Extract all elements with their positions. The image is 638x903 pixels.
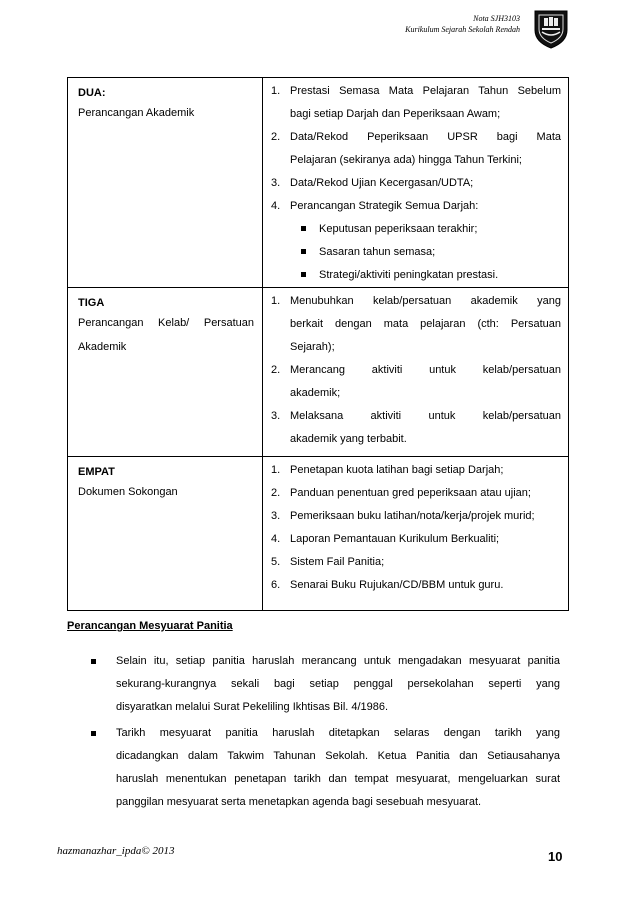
planning-table bbox=[67, 77, 569, 611]
row-title: DUA: bbox=[78, 87, 106, 99]
row-subtitle: Dokumen Sokongan bbox=[78, 486, 178, 498]
paragraph-line: disyaratkan melalui Surat Pekeliling Ikhtisas Bil. 4/1986. bbox=[116, 701, 389, 713]
footer-author: hazmanazhar_ipda© 2013 bbox=[57, 845, 175, 857]
row-subtitle: Akademik bbox=[78, 340, 127, 353]
paragraph-line: Selain itu, setiap panitia haruslah merancang untuk mengadakan mesyuarat panitia bbox=[116, 655, 560, 667]
page-header bbox=[405, 13, 520, 35]
list-item: 3. Data/Rekod Ujian Kecergasan/UDTA; bbox=[271, 177, 474, 189]
list-item: 2. Merancang aktiviti untuk kelab/persatuan akademik; bbox=[271, 364, 561, 399]
table-row bbox=[68, 78, 569, 288]
paragraph-line: Tarikh mesyuarat panitia haruslah ditetapkan selaras dengan tarikh yang bbox=[116, 727, 560, 739]
sub-list-item: Strategi/aktiviti peningkatan prestasi. bbox=[301, 264, 561, 287]
list-item: 3. Pemeriksaan buku latihan/nota/kerja/projek murid; bbox=[271, 510, 535, 522]
row-subtitle: Perancangan Akademik bbox=[78, 107, 195, 119]
row-title: EMPAT bbox=[78, 466, 115, 478]
list-item: 5. Sistem Fail Panitia; bbox=[271, 556, 385, 568]
square-bullet-icon bbox=[301, 249, 306, 254]
bullet-paragraph bbox=[91, 650, 560, 719]
row-content-cell bbox=[263, 288, 569, 457]
paragraph-line: dicadangkan dalam Takwim Tahunan Sekolah. Ketua Panitia dan Setiausahanya bbox=[116, 750, 560, 762]
list-item: 1. Prestasi Semasa Mata Pelajaran Tahun Sebelum bagi setiap Darjah dan Peperiksaan Awam; bbox=[271, 85, 561, 120]
table-row bbox=[68, 457, 569, 611]
bullet-paragraph bbox=[91, 722, 560, 814]
list-item: 1. Menubuhkan kelab/persatuan akademik yang berkait dengan mata pelajaran (cth: Persatuan Sejarah); bbox=[271, 295, 561, 353]
square-bullet-icon bbox=[91, 659, 96, 664]
paragraph-line: panggilan mesyuarat serta menetapkan agenda bagi sesebuah mesyuarat. bbox=[116, 796, 482, 808]
row-title: TIGA bbox=[78, 297, 105, 309]
paragraph-line: haruslah menentukan penetapan tarikh dan tempat mesyuarat, mengeluarkan surat bbox=[116, 773, 560, 785]
list-item: 2. Data/Rekod Peperiksaan UPSR bagi Mata Pelajaran (sekiranya ada) hingga Tahun Terkini; bbox=[271, 131, 561, 166]
sub-list-item: Keputusan peperiksaan terakhir; bbox=[301, 218, 561, 241]
header-course-code: Nota SJH3103 bbox=[473, 14, 520, 23]
list-item: 2. Panduan penentuan gred peperiksaan atau ujian; bbox=[271, 487, 531, 499]
sub-list-item: Sasaran tahun semasa; bbox=[301, 241, 561, 264]
square-bullet-icon bbox=[301, 226, 306, 231]
row-label-cell bbox=[68, 457, 263, 611]
institution-crest-icon bbox=[532, 8, 570, 50]
row-content-cell bbox=[263, 78, 569, 288]
list-item: 4. Laporan Pemantauan Kurikulum Berkualiti; bbox=[271, 533, 500, 545]
paragraph-line: sekurang-kurangnya sekali bagi setiap penggal persekolahan seperti yang bbox=[116, 678, 560, 690]
header-course-title: Kurikulum Sejarah Sekolah Rendah bbox=[405, 25, 520, 34]
list-item: 1. Penetapan kuota latihan bagi setiap Darjah; bbox=[271, 464, 504, 476]
list-item: 4. Perancangan Strategik Semua Darjah: bbox=[271, 200, 479, 212]
square-bullet-icon bbox=[91, 731, 96, 736]
list-item: 6. Senarai Buku Rujukan/CD/BBM untuk guru. bbox=[271, 579, 504, 591]
table-row bbox=[68, 288, 569, 457]
row-subtitle: Perancangan Kelab/ Persatuan bbox=[78, 317, 254, 329]
page-number: 10 bbox=[548, 849, 563, 864]
section-heading: Perancangan Mesyuarat Panitia bbox=[67, 620, 233, 632]
row-content-cell bbox=[263, 457, 569, 611]
square-bullet-icon bbox=[301, 272, 306, 277]
row-label-cell bbox=[68, 78, 263, 288]
row-label-cell bbox=[68, 288, 263, 457]
list-item: 3. Melaksana aktiviti untuk kelab/persatuan akademik yang terbabit. bbox=[271, 410, 561, 445]
